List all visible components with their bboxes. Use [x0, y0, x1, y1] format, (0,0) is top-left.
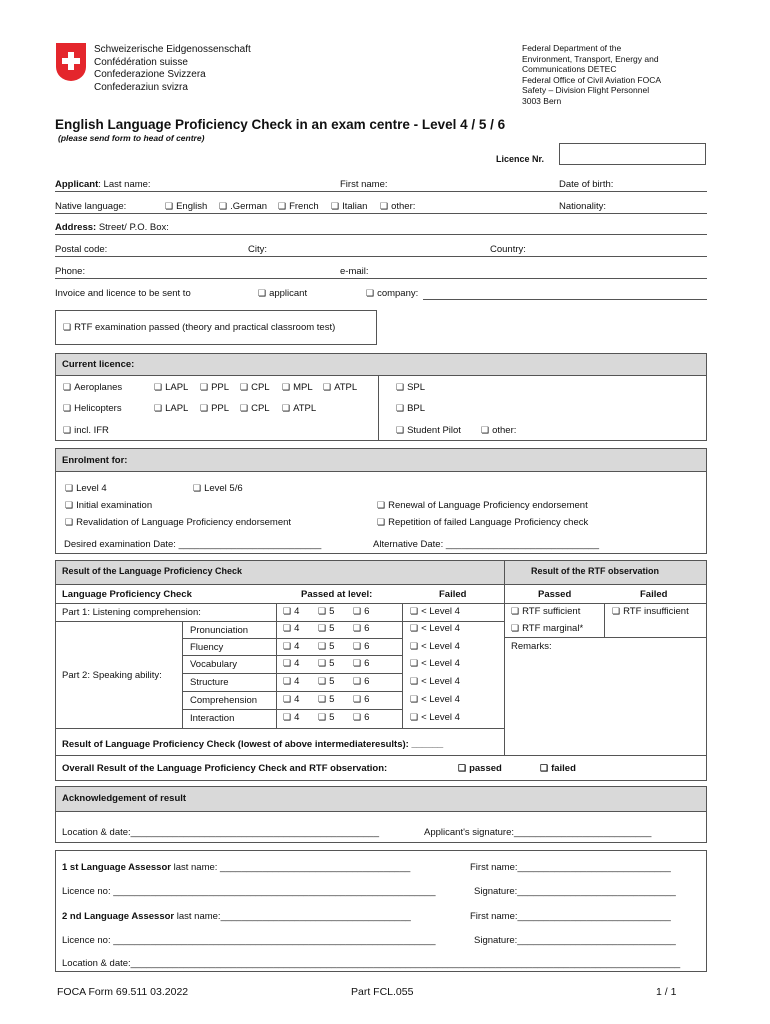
lang-italian-checkbox[interactable]: ❏ Italian — [331, 201, 367, 212]
aero-ppl-checkbox[interactable]: ❏ PPL — [200, 382, 229, 393]
assessor1-last-name-field[interactable]: 1 st Language Assessor last name: ____________________________________ — [62, 862, 411, 873]
invoice-company-checkbox[interactable]: ❏ company: — [366, 288, 418, 299]
assessor1-licence-field[interactable]: Licence no: _____________________________________________________________ — [62, 886, 436, 897]
vocabulary-label: Vocabulary — [190, 659, 238, 670]
enrol-initial-checkbox[interactable]: ❏ Initial examination — [65, 500, 152, 511]
rtf-insufficient-checkbox[interactable]: ❏ RTF insufficient — [612, 606, 689, 617]
rtf-sufficient-checkbox[interactable]: ❏ RTF sufficient — [511, 606, 580, 617]
rtf-results-heading: Result of the RTF observation — [531, 566, 660, 576]
comprehension-label: Comprehension — [190, 695, 258, 706]
aero-atpl-checkbox[interactable]: ❏ ATPL — [323, 382, 357, 393]
address-field[interactable]: Address: Street/ P.O. Box: — [55, 222, 169, 233]
licence-number-field[interactable] — [559, 143, 706, 165]
part2-label: Part 2: Speaking ability: — [62, 670, 162, 681]
results-heading: Result of the Language Proficiency Check — [62, 566, 243, 576]
lang-other-checkbox[interactable]: ❏ other: — [380, 201, 415, 212]
fluency-level6-checkbox[interactable]: ❏ 6 — [353, 641, 369, 652]
enrol-level56-checkbox[interactable]: ❏ Level 5/6 — [193, 483, 243, 494]
invoice-applicant-checkbox[interactable]: ❏ applicant — [258, 288, 307, 299]
licence-other-checkbox[interactable]: ❏ other: — [481, 425, 516, 436]
part1-failed-checkbox[interactable]: ❏ < Level 4 — [410, 606, 460, 617]
part1-level5-checkbox[interactable]: ❏ 5 — [318, 606, 334, 617]
aero-mpl-checkbox[interactable]: ❏ MPL — [282, 382, 313, 393]
pronunciation-level4-checkbox[interactable]: ❏ 4 — [283, 623, 299, 634]
assessor-location-date-field[interactable]: Location & date:________________________________________________________________________________________________________ — [62, 958, 681, 969]
current-licence-heading: Current licence: — [62, 359, 135, 370]
pronunciation-failed-checkbox[interactable]: ❏ < Level 4 — [410, 623, 460, 634]
ack-location-date-field[interactable]: Location & date:_______________________________________________ — [62, 827, 379, 838]
heli-ppl-checkbox[interactable]: ❏ PPL — [200, 403, 229, 414]
assessor1-signature-field[interactable]: Signature:______________________________ — [474, 886, 676, 897]
rtf-marginal-checkbox[interactable]: ❏ RTF marginal* — [511, 623, 583, 634]
pronunciation-level5-checkbox[interactable]: ❏ 5 — [318, 623, 334, 634]
desired-date-field[interactable]: Desired examination Date: ___________________________ — [64, 539, 322, 550]
comprehension-failed-checkbox[interactable]: ❏ < Level 4 — [410, 694, 460, 705]
licence-helicopters-checkbox[interactable]: ❏ Helicopters — [63, 403, 122, 414]
interaction-label: Interaction — [190, 713, 235, 724]
native-language-label: Native language: — [55, 201, 127, 212]
swiss-flag-logo — [56, 43, 86, 81]
licence-student-pilot-checkbox[interactable]: ❏ Student Pilot — [396, 425, 461, 436]
department-address: Federal Department of the Environment, Transport, Energy and Communications DETEC Federal Office of Civil Aviation FOCA Safety – Division Flight Personnel 3003 Bern — [522, 43, 662, 106]
acknowledgement-heading: Acknowledgement of result — [62, 793, 187, 804]
structure-failed-checkbox[interactable]: ❏ < Level 4 — [410, 676, 460, 687]
assessor2-licence-field[interactable]: Licence no: _____________________________________________________________ — [62, 935, 436, 946]
overall-result-label: Overall Result of the Language Proficiency Check and RTF observation: — [62, 763, 388, 774]
structure-level4-checkbox[interactable]: ❏ 4 — [283, 676, 299, 687]
heli-cpl-checkbox[interactable]: ❏ CPL — [240, 403, 270, 414]
fluency-level4-checkbox[interactable]: ❏ 4 — [283, 641, 299, 652]
assessor2-signature-field[interactable]: Signature:______________________________ — [474, 935, 676, 946]
structure-label: Structure — [190, 677, 229, 688]
nationality-field[interactable]: Nationality: — [559, 201, 606, 212]
enrol-revalidation-checkbox[interactable]: ❏ Revalidation of Language Proficiency endorsement — [65, 517, 291, 528]
page-title: English Language Proficiency Check in an exam centre - Level 4 / 5 / 6 — [55, 117, 506, 132]
interaction-level6-checkbox[interactable]: ❏ 6 — [353, 712, 369, 723]
footer-form-number: FOCA Form 69.511 03.2022 — [57, 986, 189, 998]
email-field[interactable]: e-mail: — [340, 266, 369, 277]
licence-ifr-checkbox[interactable]: ❏ incl. IFR — [63, 425, 109, 436]
fluency-level5-checkbox[interactable]: ❏ 5 — [318, 641, 334, 652]
heli-atpl-checkbox[interactable]: ❏ ATPL — [282, 403, 316, 414]
overall-passed-checkbox[interactable]: ❏ passed — [458, 763, 502, 774]
vocabulary-level4-checkbox[interactable]: ❏ 4 — [283, 658, 299, 669]
assessor2-first-name-field[interactable]: First name:_____________________________ — [470, 911, 671, 922]
enrol-repetition-checkbox[interactable]: ❏ Repetition of failed Language Proficiency check — [377, 517, 588, 528]
applicant-dob[interactable]: Date of birth: — [559, 179, 614, 190]
col-language-check: Language Proficiency Check — [62, 589, 192, 600]
assessor2-last-name-field[interactable]: 2 nd Language Assessor last name:____________________________________ — [62, 911, 411, 922]
licence-label: Licence Nr. — [496, 154, 545, 164]
col-failed: Failed — [439, 589, 467, 600]
enrol-level4-checkbox[interactable]: ❏ Level 4 — [65, 483, 107, 494]
vocabulary-failed-checkbox[interactable]: ❏ < Level 4 — [410, 658, 460, 669]
city-field[interactable]: City: — [248, 244, 267, 255]
postal-code-field[interactable]: Postal code: — [55, 244, 108, 255]
rtf-remarks-label: Remarks: — [511, 641, 552, 652]
footer-part: Part FCL.055 — [351, 986, 414, 998]
col-rtf-passed: Passed — [538, 589, 572, 600]
invoice-label: Invoice and licence to be sent to — [55, 288, 191, 299]
part1-level6-checkbox[interactable]: ❏ 6 — [353, 606, 369, 617]
licence-spl-checkbox[interactable]: ❏ SPL — [396, 382, 425, 393]
interaction-level5-checkbox[interactable]: ❏ 5 — [318, 712, 334, 723]
country-field[interactable]: Country: — [490, 244, 526, 255]
phone-field[interactable]: Phone: — [55, 266, 86, 277]
pronunciation-label: Pronunciation — [190, 625, 249, 636]
pronunciation-level6-checkbox[interactable]: ❏ 6 — [353, 623, 369, 634]
assessor1-first-name-field[interactable]: First name:_____________________________ — [470, 862, 671, 873]
fluency-label: Fluency — [190, 642, 224, 653]
applicant-first-name[interactable]: First name: — [340, 179, 388, 190]
vocabulary-level5-checkbox[interactable]: ❏ 5 — [318, 658, 334, 669]
fluency-failed-checkbox[interactable]: ❏ < Level 4 — [410, 641, 460, 652]
enrolment-heading: Enrolment for: — [62, 455, 128, 466]
lang-french-checkbox[interactable]: ❏ French — [278, 201, 319, 212]
aero-lapl-checkbox[interactable]: ❏ LAPL — [154, 382, 188, 393]
col-rtf-failed: Failed — [640, 589, 668, 600]
lang-english-checkbox[interactable]: ❏ English — [165, 201, 207, 212]
page-subtitle: (please send form to head of centre) — [58, 133, 205, 143]
overall-failed-checkbox[interactable]: ❏ failed — [540, 763, 576, 774]
enrol-renewal-checkbox[interactable]: ❏ Renewal of Language Proficiency endorsement — [377, 500, 588, 511]
licence-aeroplanes-checkbox[interactable]: ❏ Aeroplanes — [63, 382, 122, 393]
col-passed-at-level: Passed at level: — [301, 589, 373, 600]
heli-lapl-checkbox[interactable]: ❏ LAPL — [154, 403, 188, 414]
structure-level5-checkbox[interactable]: ❏ 5 — [318, 676, 334, 687]
interaction-failed-checkbox[interactable]: ❏ < Level 4 — [410, 712, 460, 723]
vocabulary-level6-checkbox[interactable]: ❏ 6 — [353, 658, 369, 669]
applicant-last-name[interactable]: Applicant: Last name: — [55, 179, 151, 190]
comprehension-level6-checkbox[interactable]: ❏ 6 — [353, 694, 369, 705]
comprehension-level5-checkbox[interactable]: ❏ 5 — [318, 694, 334, 705]
interaction-level4-checkbox[interactable]: ❏ 4 — [283, 712, 299, 723]
aero-cpl-checkbox[interactable]: ❏ CPL — [240, 382, 270, 393]
structure-level6-checkbox[interactable]: ❏ 6 — [353, 676, 369, 687]
alternative-date-field[interactable]: Alternative Date: _____________________________ — [373, 539, 600, 550]
comprehension-level4-checkbox[interactable]: ❏ 4 — [283, 694, 299, 705]
part1-label: Part 1: Listening comprehension: — [62, 607, 201, 618]
rtf-passed-checkbox[interactable]: ❏ RTF examination passed (theory and practical classroom test) — [63, 322, 335, 333]
part1-level4-checkbox[interactable]: ❏ 4 — [283, 606, 299, 617]
logo-text: Schweizerische Eidgenossenschaft Confédération suisse Confederazione Svizzera Confederaziun svizra — [94, 44, 251, 93]
footer-page: 1 / 1 — [656, 986, 677, 998]
lowest-result-field[interactable]: Result of Language Proficiency Check (lowest of above intermediateresults): ______ — [62, 739, 444, 750]
lang-german-checkbox[interactable]: ❏ .German — [219, 201, 267, 212]
licence-bpl-checkbox[interactable]: ❏ BPL — [396, 403, 425, 414]
applicant-signature-field[interactable]: Applicant's signature:__________________________ — [424, 827, 652, 838]
